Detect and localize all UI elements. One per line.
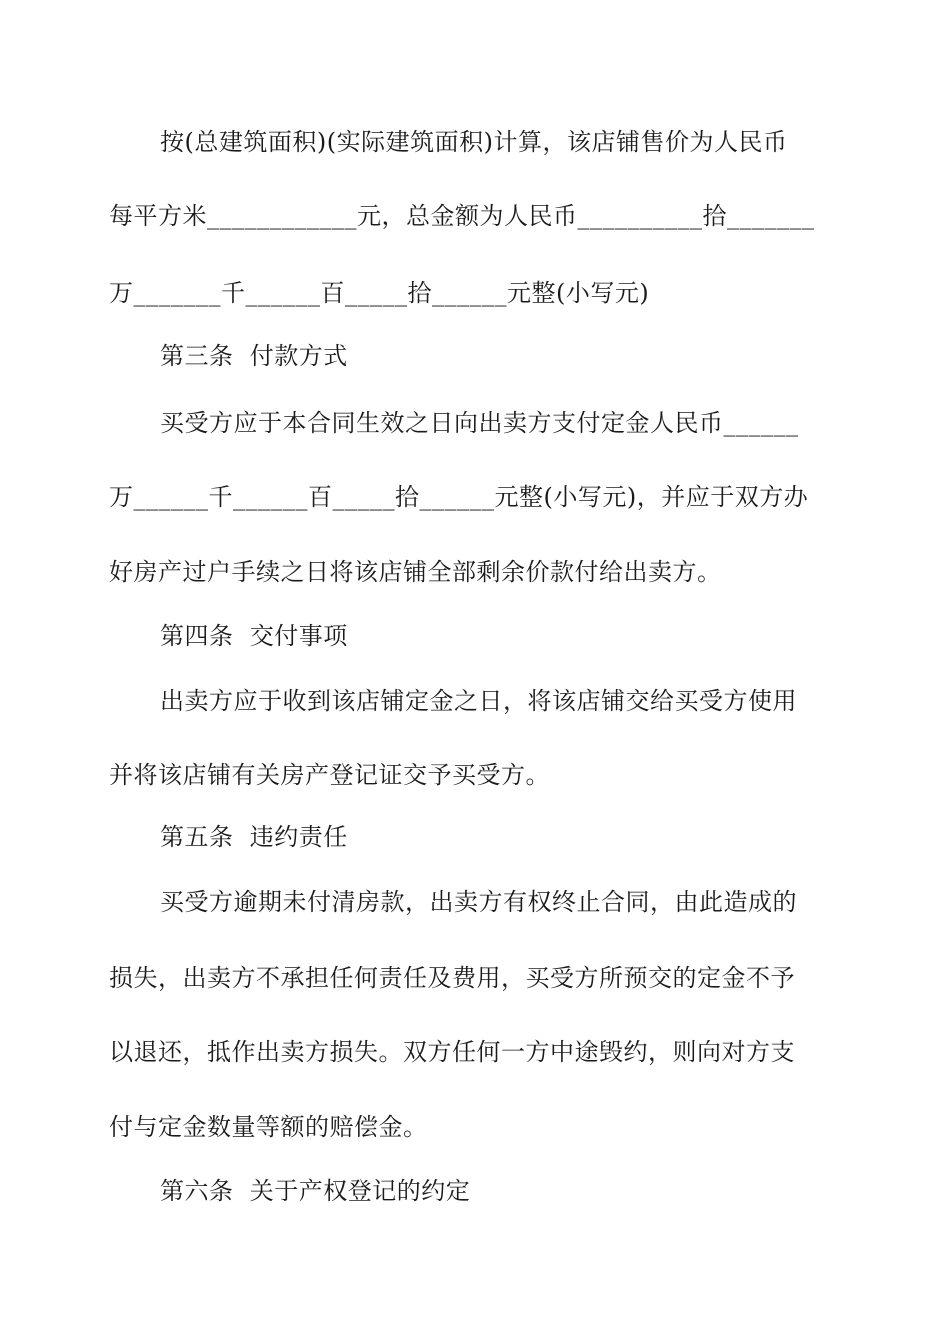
section-heading-article-6: 第六条 关于产权登记的约定 — [160, 1177, 471, 1205]
paragraph-line: 损失，出卖方不承担任何责任及费用，买受方所预交的定金不予 — [109, 964, 795, 992]
paragraph-line: 万_______千______百_____拾______元整(小写元) — [109, 279, 650, 307]
section-heading-article-3: 第三条 付款方式 — [160, 342, 348, 370]
paragraph-line: 好房产过户手续之日将该店铺全部剩余价款付给出卖方。 — [109, 558, 722, 586]
paragraph-line: 出卖方应于收到该店铺定金之日，将该店铺交给买受方使用 — [160, 687, 797, 715]
paragraph-line: 按(总建筑面积)(实际建筑面积)计算，该店铺售价为人民币 — [160, 128, 788, 156]
paragraph-line: 每平方米____________元，总金额为人民币__________拾_______ — [109, 202, 815, 230]
section-heading-article-4: 第四条 交付事项 — [160, 622, 348, 650]
paragraph-line: 万______千______百_____拾______元整(小写元)，并应于双方办 — [109, 483, 809, 511]
paragraph-line: 买受方应于本合同生效之日向出卖方支付定金人民币______ — [160, 409, 799, 437]
paragraph-line: 买受方逾期未付清房款，出卖方有权终止合同，由此造成的 — [160, 888, 797, 916]
paragraph-line: 以退还，抵作出卖方损失。双方任何一方中途毁约，则向对方支 — [109, 1038, 795, 1066]
paragraph-line: 并将该店铺有关房产登记证交予买受方。 — [109, 761, 550, 789]
paragraph-line: 付与定金数量等额的赔偿金。 — [109, 1113, 428, 1141]
section-heading-article-5: 第五条 违约责任 — [160, 823, 348, 851]
